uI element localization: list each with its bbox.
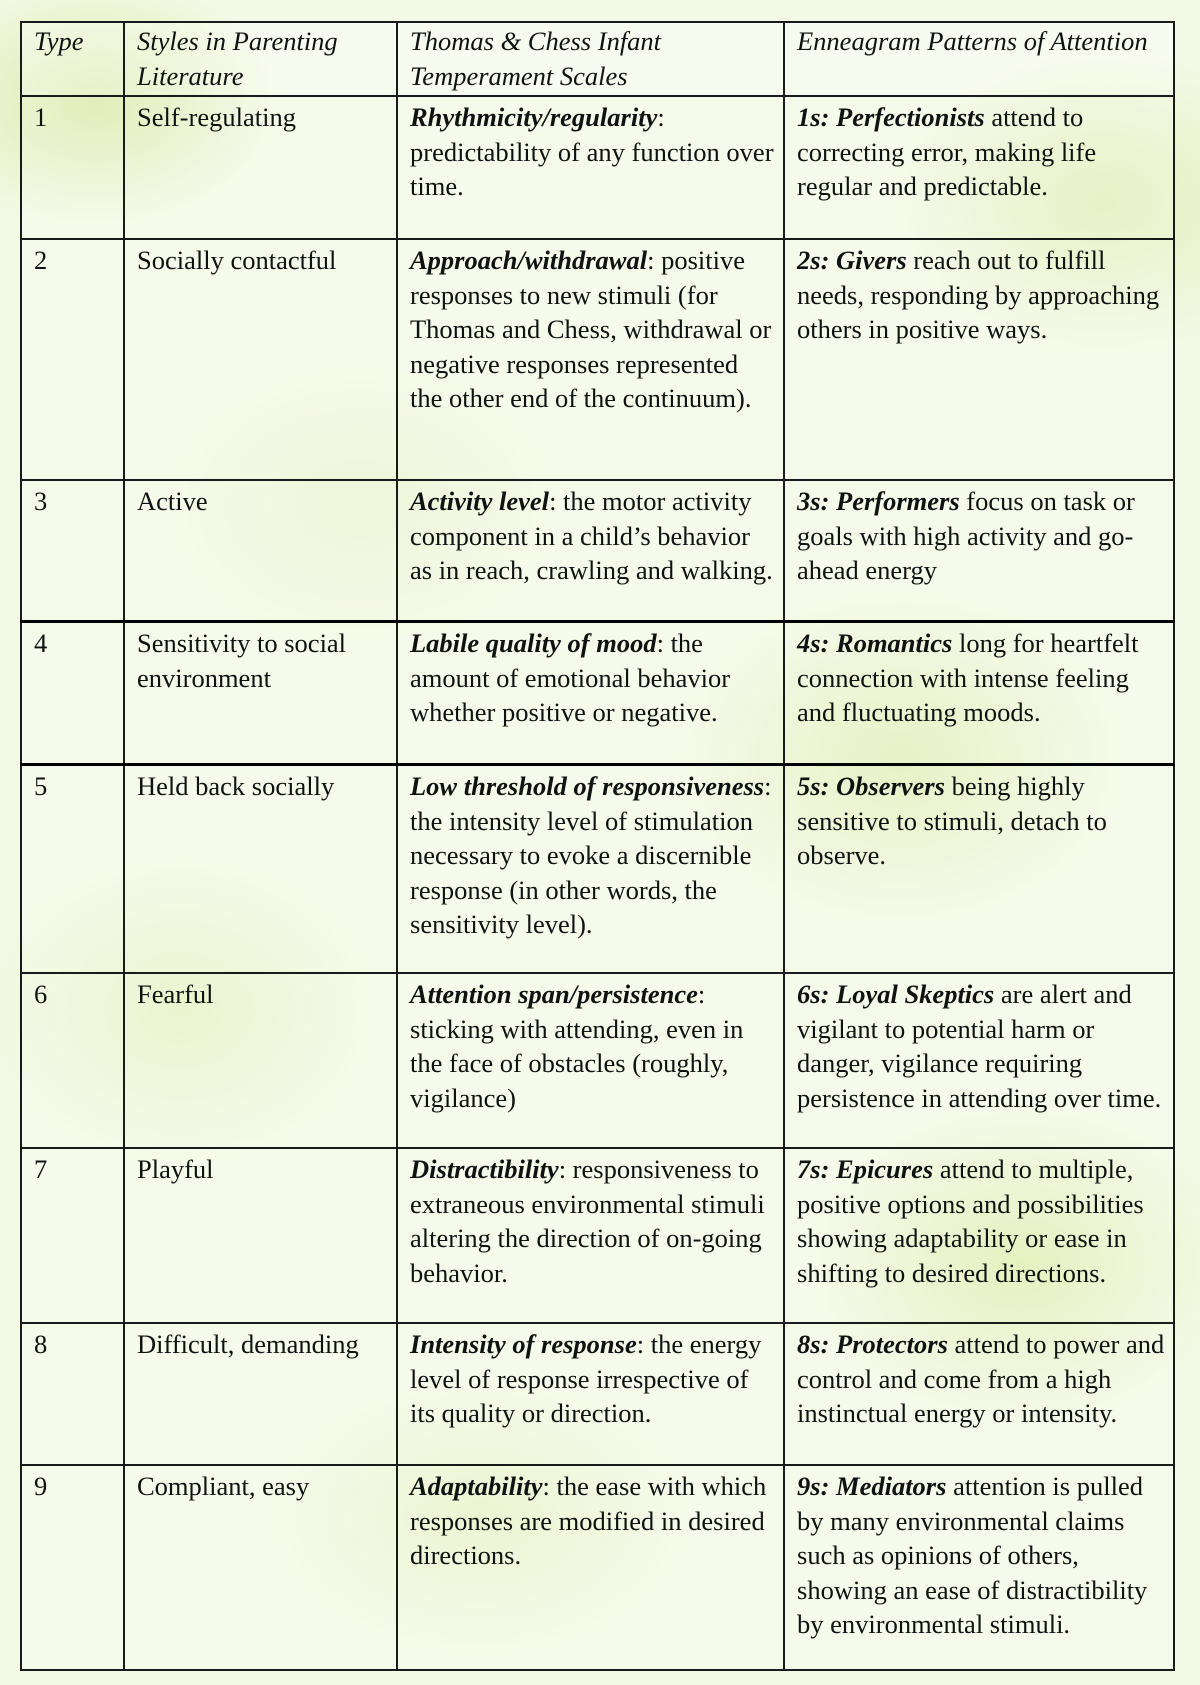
table-header-row (21, 22, 1174, 96)
scale-description: : the motor activity component in a child’s behavior as in reach, crawling and walking. (410, 486, 773, 585)
type-cell: 5 (21, 765, 124, 974)
enneagram-type-name: 9s: Mediators (797, 1471, 947, 1501)
scale-description: : the ease with which responses are modified in desired directions. (410, 1471, 767, 1570)
enneagram-description: reach out to fulfill needs, responding by approaching others in positive ways. (797, 245, 1160, 344)
scale-term: Distractibility (410, 1154, 559, 1184)
table-row (21, 622, 1174, 765)
enneagram-cell (784, 973, 1174, 1148)
scale-cell (397, 1465, 784, 1670)
enneagram-cell (784, 480, 1174, 622)
enneagram-type-name: 7s: Epicures (797, 1154, 934, 1184)
enneagram-type-name: 8s: Protectors (797, 1329, 948, 1359)
temperament-table (20, 21, 1175, 1671)
type-cell: 8 (21, 1323, 124, 1465)
enneagram-type-name: 4s: Romantics (797, 628, 953, 658)
enneagram-cell (784, 765, 1174, 974)
enneagram-description: focus on task or goals with high activity and go-ahead energy (797, 486, 1135, 585)
style-cell: Playful (124, 1148, 397, 1323)
scale-cell (397, 1323, 784, 1465)
type-cell: 9 (21, 1465, 124, 1670)
scale-cell (397, 239, 784, 480)
table-row (21, 765, 1174, 974)
table-row (21, 1323, 1174, 1465)
enneagram-type-name: 6s: Loyal Skeptics (797, 979, 995, 1009)
scale-description: : the amount of emotional behavior whether positive or negative. (410, 628, 731, 727)
enneagram-type-name: 1s: Perfectionists (797, 102, 985, 132)
scale-term: Rhythmicity/regularity (410, 102, 658, 132)
scale-term: Activity level (410, 486, 550, 516)
enneagram-description: attend to power and control and come from a high instinctual energy or intensity. (797, 1329, 1165, 1428)
document-page (20, 21, 1173, 1671)
style-cell: Compliant, easy (124, 1465, 397, 1670)
enneagram-description: attention is pulled by many environmental claims such as opinions of others, showing an ease of distractibility by environmental stimuli. (797, 1471, 1148, 1639)
style-cell: Fearful (124, 973, 397, 1148)
scale-description: : sticking with attending, even in the face of obstacles (roughly, vigilance) (410, 979, 744, 1113)
scale-description: : predictability of any function over time. (410, 102, 774, 201)
table-row (21, 96, 1174, 239)
header-thomas-chess: Thomas & Chess Infant Temperament Scales (397, 22, 784, 96)
scale-description: : responsiveness to extraneous environmental stimuli altering the direction of on-going behavior. (410, 1154, 765, 1288)
style-cell: Sensitivity to social environment (124, 622, 397, 765)
table-row (21, 1465, 1174, 1670)
scale-description: : the intensity level of stimulation necessary to evoke a discernible response (in other words, the sensitivity level). (410, 771, 772, 939)
scale-term: Attention span/persistence (410, 979, 698, 1009)
enneagram-description: being highly sensitive to stimuli, detach to observe. (797, 771, 1107, 870)
enneagram-type-name: 5s: Observers (797, 771, 945, 801)
enneagram-cell (784, 1465, 1174, 1670)
type-cell: 2 (21, 239, 124, 480)
scale-cell (397, 973, 784, 1148)
header-enneagram: Enneagram Patterns of Attention (784, 22, 1174, 96)
enneagram-cell (784, 1148, 1174, 1323)
scale-term: Low threshold of responsiveness (410, 771, 765, 801)
type-cell: 4 (21, 622, 124, 765)
type-cell: 6 (21, 973, 124, 1148)
scale-cell (397, 96, 784, 239)
scale-description: : the energy level of response irrespective of its quality or direction. (410, 1329, 762, 1428)
style-cell: Socially contactful (124, 239, 397, 480)
header-styles: Styles in Parenting Literature (124, 22, 397, 96)
scale-cell (397, 765, 784, 974)
scale-cell (397, 1148, 784, 1323)
enneagram-description: long for heartfelt connection with intense feeling and fluctuating moods. (797, 628, 1139, 727)
type-cell: 7 (21, 1148, 124, 1323)
table-row (21, 480, 1174, 622)
type-cell: 1 (21, 96, 124, 239)
header-type: Type (21, 22, 124, 96)
enneagram-type-name: 3s: Performers (797, 486, 960, 516)
scale-term: Intensity of response (410, 1329, 637, 1359)
enneagram-type-name: 2s: Givers (797, 245, 907, 275)
scale-cell (397, 622, 784, 765)
style-cell: Self-regulating (124, 96, 397, 239)
scale-term: Labile quality of mood (410, 628, 657, 658)
enneagram-description: are alert and vigilant to potential harm or danger, vigilance requiring persistence in attending over time. (797, 979, 1162, 1113)
style-cell: Held back socially (124, 765, 397, 974)
scale-description: : positive responses to new stimuli (for Thomas and Chess, withdrawal or negative responses represented the other end of the continuum). (410, 245, 772, 413)
style-cell: Difficult, demanding (124, 1323, 397, 1465)
enneagram-cell (784, 622, 1174, 765)
enneagram-description: attend to correcting error, making life regular and predictable. (797, 102, 1097, 201)
style-cell: Active (124, 480, 397, 622)
type-cell: 3 (21, 480, 124, 622)
scale-cell (397, 480, 784, 622)
table-row (21, 973, 1174, 1148)
enneagram-cell (784, 1323, 1174, 1465)
table-row (21, 239, 1174, 480)
enneagram-cell (784, 239, 1174, 480)
enneagram-description: attend to multiple, positive options and possibilities showing adaptability or ease in shifting to desired directions. (797, 1154, 1144, 1288)
scale-term: Approach/withdrawal (410, 245, 648, 275)
enneagram-cell (784, 96, 1174, 239)
scale-term: Adaptability (410, 1471, 543, 1501)
table-row (21, 1148, 1174, 1323)
